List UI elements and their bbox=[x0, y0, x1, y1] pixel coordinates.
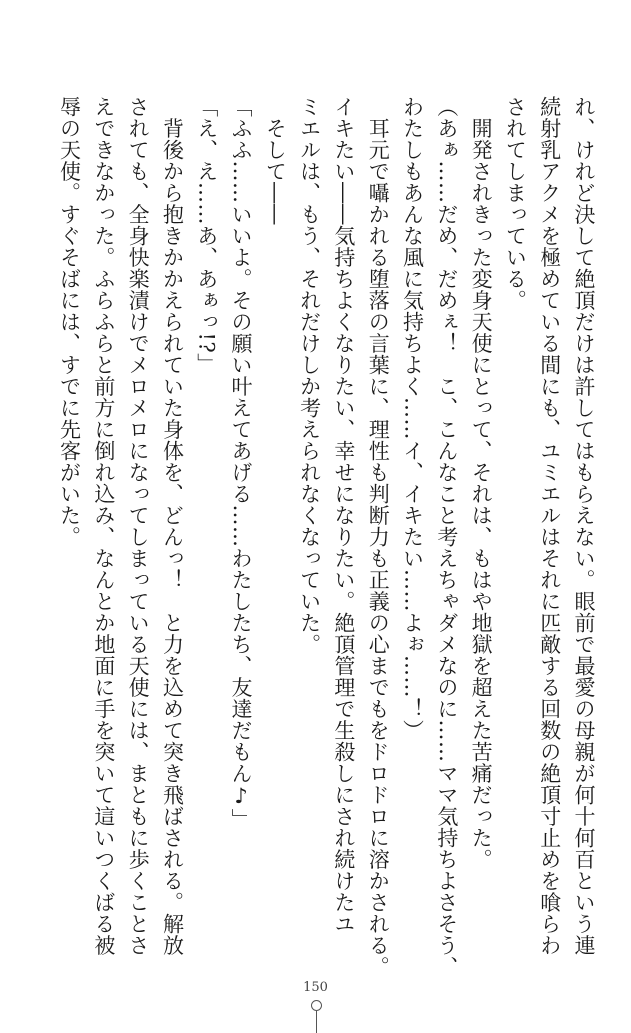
text-line: 辱の天使。すぐそばには、すでに先客がいた。 bbox=[57, 96, 82, 548]
folio-circle-ornament bbox=[311, 1000, 322, 1011]
text-line: れ、けれど決して絶頂だけは許してはもらえない。眼前で最愛の母親が何十何百という連 bbox=[572, 96, 596, 956]
text-line: 「ふふ……いいよ。その願い叶えてあげる……わたしたち、友達だもん♪」 bbox=[229, 96, 254, 830]
folio-line-ornament bbox=[316, 1011, 317, 1033]
vertical-text-block bbox=[52, 96, 601, 978]
text-line: 続射乳アクメを極めている間にも、ユミエルはそれに匹敵する回数の絶頂寸止めを喰らわ bbox=[537, 96, 562, 956]
text-line: 背後から抱きかかえられていた身体を、どんっ！ と力を込めて突き飛ばされる。解放 bbox=[160, 96, 185, 956]
page-number: 150 bbox=[303, 980, 328, 995]
text-line: わたしもあんな風に気持ちよく……イ、イキたい……よぉ……！） bbox=[400, 96, 425, 741]
text-line: されてしまっている。 bbox=[503, 96, 528, 311]
text-line: えできなかった。ふらふらと前方に倒れ込み、なんとか地面に手を突いて這いつくばる被 bbox=[91, 96, 116, 956]
text-line: 「え、え……あ、あぁっ!?」 bbox=[194, 96, 219, 375]
text-line: 耳元で囁かれる堕落の言葉に、理性も判断力も正義の心までもをドロドロに溶かされる。 bbox=[366, 96, 391, 978]
text-line: そして―― bbox=[263, 96, 288, 225]
text-line: されても、全身快楽漬けでメロメロになってしまっている天使には、まともに歩くことさ bbox=[126, 96, 151, 956]
text-line: イキたい――気持ちよくなりたい、幸せになりたい。絶頂管理で生殺しにされ続けたユ bbox=[331, 96, 356, 935]
text-line: ミエルは、もう、それだけしか考えられなくなっていた。 bbox=[297, 96, 322, 655]
text-line: 開発されきった変身天使にとって、それは、もはや地獄を超えた苦痛だった。 bbox=[469, 96, 494, 870]
text-line: （あぁ……だめ、だめぇ！ こ、こんなこと考えちゃダメなのに……ママ気持ちよさそう、 bbox=[434, 96, 459, 978]
